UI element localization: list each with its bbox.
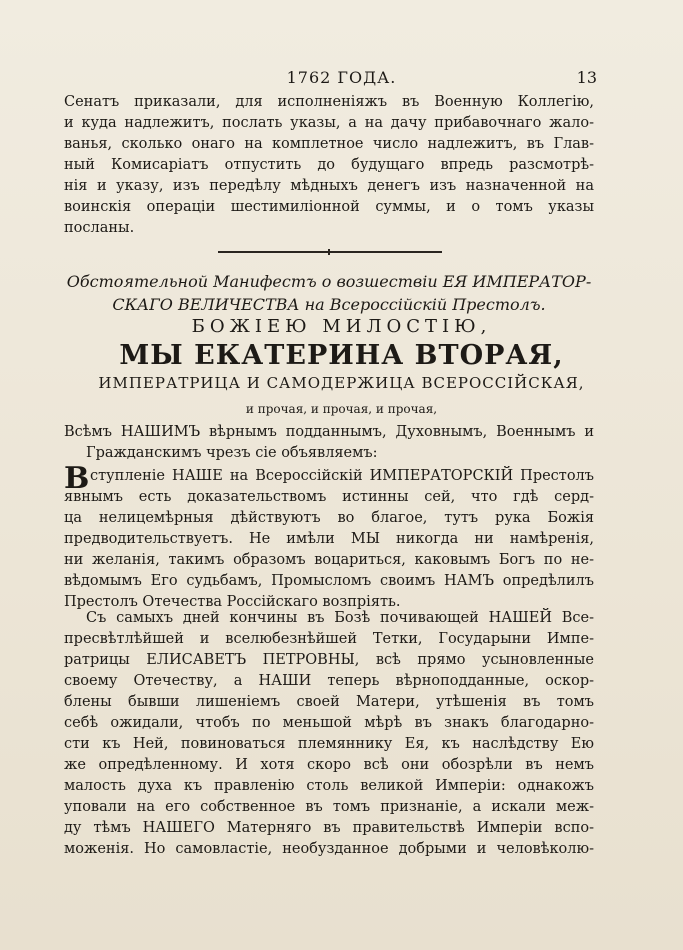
text-line: блены бывши лишенiемъ своей Матери, утѣшенiя въ томъ [64,694,594,710]
text-line: малость духа къ правленiю столь великой Имперiи: однакожъ [64,778,594,794]
manifesto-title [64,270,594,316]
text-line: Гражданскимъ чрезъ сiе объявляемъ: [86,445,378,461]
text-line: воинскiя операцiи шестимилiонной суммы, и о томъ указы [64,199,594,215]
manifesto-title-line: Обстоятельной Манифестъ о возшествiи ЕЯ ИМПЕРАТОР- [66,272,592,291]
text-line: моженiя. Но самовластiе, необузданное добрыми и человѣколю- [64,841,594,857]
empress-name: МЫ ЕКАТЕРИНА ВТОРАЯ, [119,340,564,371]
text-line: Всѣмъ НАШИМЪ вѣрнымъ подданнымъ, Духовнымъ, Военнымъ и [64,424,594,440]
page-number: 13 [576,68,597,87]
text-line: и куда надлежитъ, послать указы, а на дачу прибавочнаго жало- [64,115,594,131]
text-line: ду тѣмъ НАШЕГО Матерняго въ правительствѣ Имперiи вспо- [64,820,594,836]
text-line: Престолъ Отечества Россiйскаго возпрiять. [64,594,401,610]
text-line: же опредѣленному. И хотя скоро всѣ они обозрѣли въ немъ [64,757,594,773]
text-line: явнымъ есть доказательствомъ истинны сей, что гдѣ серд- [64,489,594,505]
senate-paragraph [64,92,594,239]
et-cetera-line: и прочая, и прочая, и прочая, [245,402,438,416]
drop-cap: В [64,461,90,496]
text-line: сти къ Ней, повиноваться племяннику Ея, къ наслѣдству Ею [64,736,594,752]
text-line: своему Отечеству, а НАШИ теперь вѣрноподданные, оскор- [64,673,594,689]
by-gods-grace: БОЖIЕЮ МИЛОСТIЮ, [191,316,492,337]
text-line: уповали на его собственное въ томъ признанiе, а искали меж- [64,799,594,815]
text-line: ца нелицемѣрныя дѣйствуютъ во благое, тутъ рука Божiя [64,510,594,526]
text-line: ный Комисарiатъ отпустить до будущаго впредь разсмотрѣ- [64,157,594,173]
text-line: вѣдомымъ Его судьбамъ, Промысломъ своимъ НАМЪ опредѣлилъ [64,573,594,589]
section-divider [218,251,442,253]
text-line: ступленiе НАШЕ на Всероссiйскiй ИМПЕРАТОРСКIЙ Престолъ [90,468,594,484]
text-line: ратрицы ЕЛИСАВЕТЪ ПЕТРОВНЫ, всѣ прямо усыновленные [64,652,594,668]
manifesto-paragraph-1 [64,461,594,613]
manifesto-paragraph-2 [64,608,594,860]
address [64,422,594,464]
empress-style: ИМПЕРАТРИЦА И САМОДЕРЖИЦА ВСЕРОССIЙСКАЯ, [98,374,585,392]
page-header [0,68,683,90]
text-line: посланы. [64,220,135,236]
text-line: нiя и указу, изъ передѣлу мѣдныхъ денегъ изъ назначенной на [64,178,594,194]
text-line: ванья, сколько онаго на комплетное число надлежитъ, въ Глав- [64,136,594,152]
running-title: 1762 ГОДА. [286,68,397,87]
text-line: себѣ ожидали, чтобъ по меньшой мѣрѣ въ знакъ благодарно- [64,715,594,731]
manifesto-title-line: СКАГО ВЕЛИЧЕСТВА на Всероссiйскiй Престолъ. [112,295,546,314]
text-line: Сенатъ приказали, для исполненiяжъ въ Военную Коллегiю, [64,94,594,110]
text-line: пресвѣтлѣйшей и вселюбезнѣйшей Тетки, Государыни Импе- [64,631,594,647]
text-line: ни желанiя, такимъ образомъ воцариться, каковымъ Богъ по не- [64,552,594,568]
text-line: Съ самыхъ дней кончины въ Бозѣ почивающей НАШЕЙ Все- [86,610,594,626]
text-line: предводительствуетъ. Не имѣли МЫ никогда ни намѣренiя, [64,531,594,547]
